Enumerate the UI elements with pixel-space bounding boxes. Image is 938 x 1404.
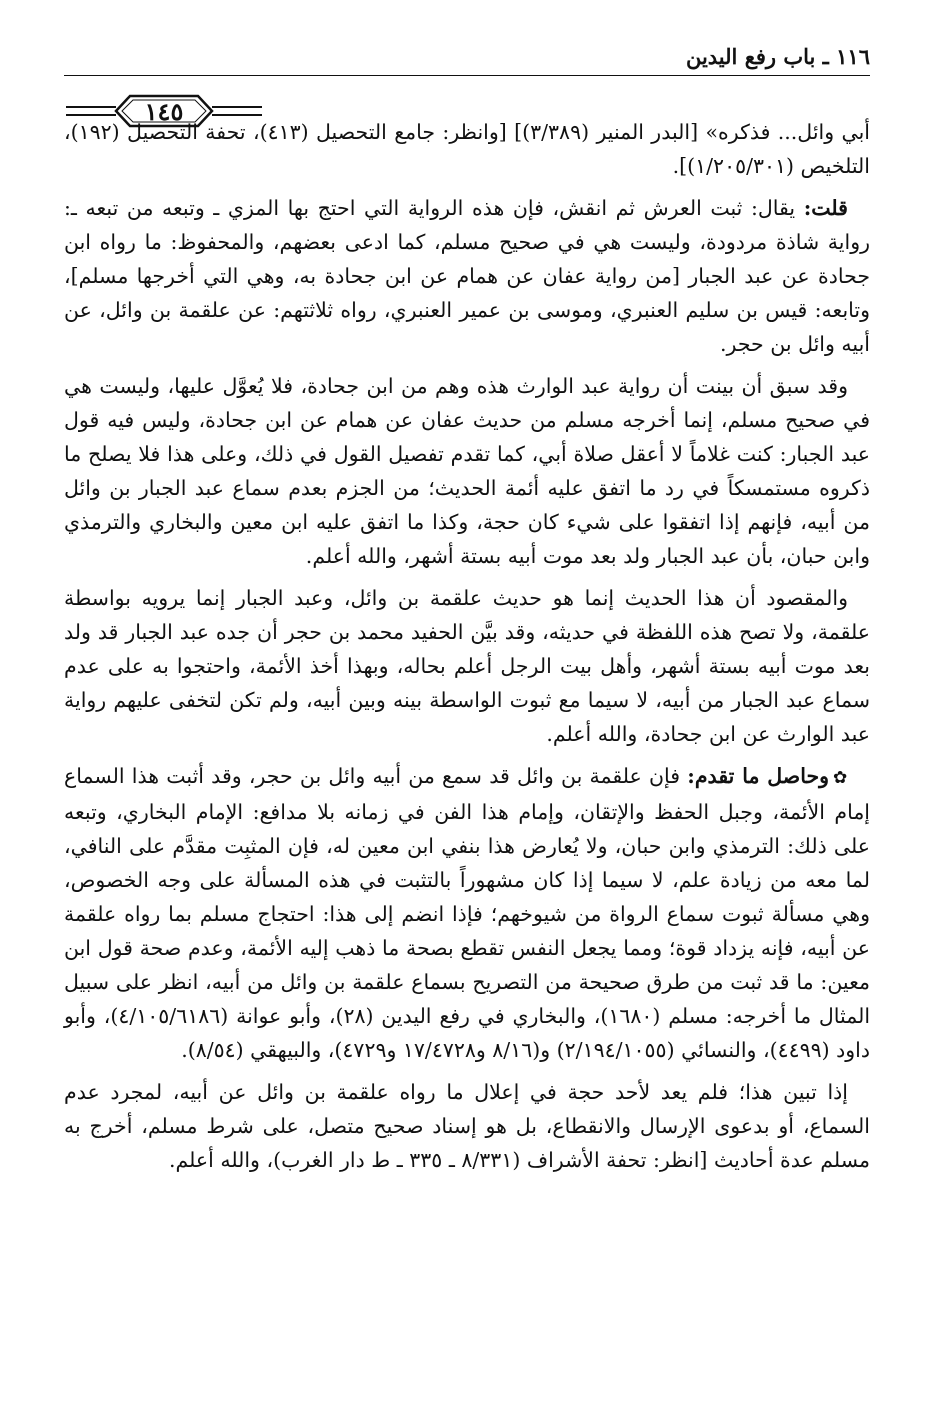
paragraph-lead: وحاصل ما تقدم: xyxy=(687,764,830,788)
body-text xyxy=(64,115,870,1185)
header-rule xyxy=(64,75,870,76)
paragraph xyxy=(64,191,870,361)
paragraph-lead: قلت: xyxy=(803,196,848,220)
paragraph-text: يقال: ثبت العرش ثم انقش، فإن هذه الرواية التي احتج بها المزي ـ وتبعه من تبعه ـ: رواية شاذة مردودة، وليست هي في صحيح مسلم، كما ادعى بعضهم، والمحفوظ: ما رواه ابن جحادة عن عبد الجبار [من رواية عفان عن همام عن ابن جحادة به، وهي التي أخرجها مسلم]، وتابعه: قيس بن سليم العنبري، وموسى بن عمير العنبري، رواه ثلاثتهم: عن علقمة بن وائل، عن أبيه وائل بن حجر. xyxy=(64,196,870,356)
paragraph xyxy=(64,759,870,1067)
paragraph: وقد سبق أن بينت أن رواية عبد الوارث هذه وهم من ابن جحادة، فلا يُعوَّل عليها، وليست هي في صحيح مسلم، إنما أخرجه مسلم من حديث عفان عن همام عن ابن جحادة، وليس فيه قول عبد الجبار: كنت غلاماً لا أعقل صلاة أبي، كما تقدم تفصيل القول في ذلك، وعلى هذا فلا يصلح ما ذكروه مستمسكاً في رد ما اتفق عليه أئمة الحديث؛ من الجزم بعدم سماع عبد الجبار بن وائل من أبيه، فإنهم إذا اتفقوا على شيء كان حجة، وكذا ما اتفق عليه ابن معين والبخاري والترمذي وابن حبان، بأن عبد الجبار ولد بعد موت أبيه بستة أشهر، والله أعلم. xyxy=(64,374,870,568)
paragraph: أبي وائل... فذكره» [البدر المنير (٣/٣٨٩)] [وانظر: جامع التحصيل (٤١٣)، تحفة التحصيل (١٩٢)، التلخيص (١/٢٠٥/٣٠١)]. xyxy=(64,120,870,178)
paragraph: والمقصود أن هذا الحديث إنما هو حديث علقمة بن وائل، وعبد الجبار إنما يرويه بواسطة علقمة، ولا تصح هذه اللفظة في حديثه، وقد بيَّن الحفيد محمد بن حجر أن جده عبد الجبار قد ولد بعد موت أبيه بستة أشهر، وأهل بيت الرجل أعلم بحاله، وبهذا أخذ الأئمة، واحتجوا به على عدم سماع عبد الجبار من أبيه، لا سيما مع ثبوت الواسطة بينه وبين أبيه، ولم تكن لتخفى عليهم رواية عبد الوارث عن ابن جحادة، والله أعلم. xyxy=(64,586,870,746)
page-number: ١٤٥ xyxy=(144,97,184,126)
flower-icon: ✿ xyxy=(833,768,848,788)
paragraph: إذا تبين هذا؛ فلم يعد لأحد حجة في إعلال ما رواه علقمة بن وائل عن أبيه، لمجرد عدم السماع، أو بدعوى الإرسال والانقطاع، بل هو إسناد صحيح متصل، على شرط مسلم، أخرج به مسلم عدة أحاديث [انظر: تحفة الأشراف (٨/٣٣١ ـ ٣٣٥ ـ ط دار الغرب)، والله أعلم. xyxy=(64,1080,870,1172)
running-title: ١١٦ ـ باب رفع اليدين xyxy=(685,44,870,69)
paragraph-text: فإن علقمة بن وائل قد سمع من أبيه وائل بن حجر، وقد أثبت هذا السماع إمام الأئمة، وجبل الحفظ والإتقان، وإمام هذا الفن في زمانه بلا مدافع: الإمام البخاري، وتبعه على ذلك: الترمذي وابن حبان، ولا يُعارض هذا بنفي ابن معين له، فإن المثبِت مقدَّم على النافي، لما معه من زيادة علم، لا سيما إذا كان مشهوراً بالتثبت في هذه المسألة على وجه الخصوص، وهي مسألة ثبوت سماع الرواة من شيوخهم؛ فإذا انضم إلى هذا: احتجاج مسلم بما رواه علقمة عن أبيه، فإنه يزداد قوة؛ ومما يجعل النفس تقطع بصحة ما ذهب إليه الأئمة، وعدم صحة قول ابن معين: ما قد ثبت من طرق صحيحة من التصريح بسماع علقمة بن وائل من أبيه، انظر على سبيل المثال ما أخرجه: مسلم (١٦٨٠)، والبخاري في رفع اليدين (٢٨)، وأبو عوانة (٤/١٠٥/٦١٨٦)، وأبو داود (٤٤٩٩)، والنسائي (٢/١٩٤/١٠٥٥) و(٨/١٦ و١٧/٤٧٢٨ و٤٧٢٩)، والبيهقي (٨/٥٤). xyxy=(64,764,871,1062)
page-header xyxy=(64,44,870,126)
